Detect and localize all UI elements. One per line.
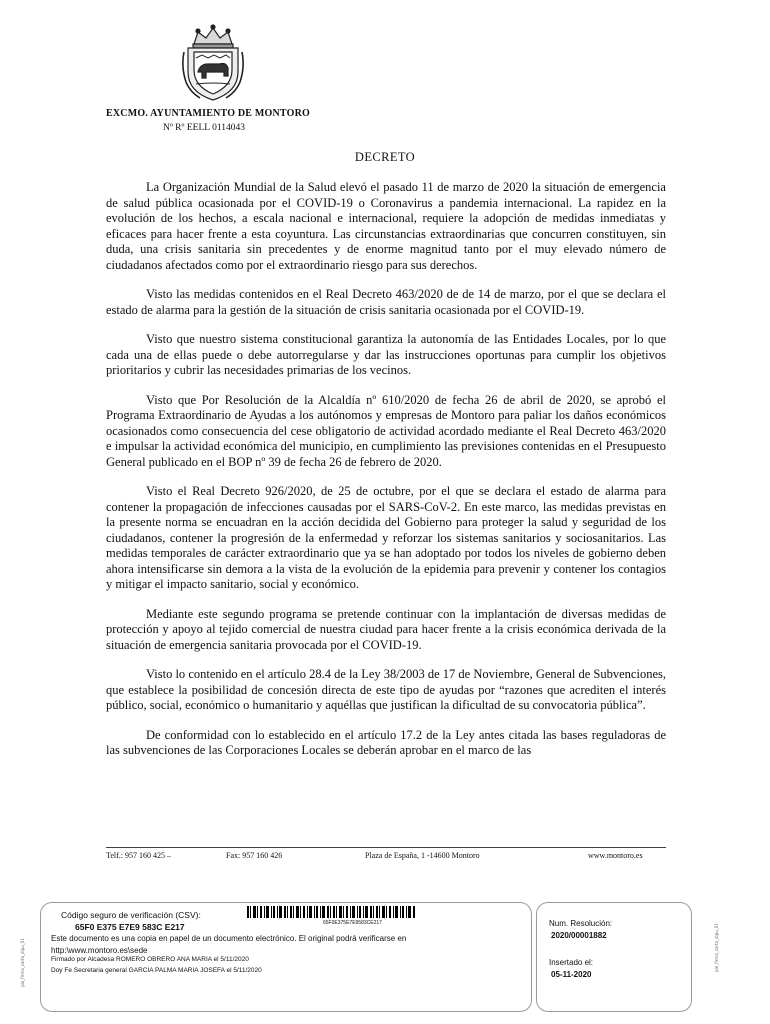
footer-website[interactable]: www.montoro.es xyxy=(588,851,643,860)
footer-address: Plaza de España, 1 -14600 Montoro xyxy=(365,851,480,860)
verification-box xyxy=(40,902,532,1012)
resolution-number-label: Num. Resolución: xyxy=(549,919,613,928)
resolution-number: 2020/00001882 xyxy=(551,931,607,940)
paragraph: Visto que nuestro sistema constitucional garantiza la autonomía de las Entidades Locales, por lo que cada una de ellas puede o debe autorregularse y dar las instrucciones oportunas para cumplir los objetivos prioritarios y cubrir las necesidades primarias de los vecinos. xyxy=(106,332,666,377)
paragraph: Visto lo contenido en el artículo 28.4 de la Ley 38/2003 de 17 de Noviembre, General de Subvenciones, que establece la posibilidad de concesión directa de este tipo de ayudas por “razones que acrediten el interés público, social, económico o humanitario y aquéllas que justifican la dificultad de su convocatoria pública”. xyxy=(106,667,666,712)
paragraph: La Organización Mundial de la Salud elevó el pasado 11 de marzo de 2020 la situación de emergencia de salud pública ocasionada por el COVID-19 o Coronavirus a pandemia internacional. La rapidez en la evolución de los hechos, a escala nacional e internacional, requiere la adopción de medidas inmediatas y eficaces para hacer frente a esta coyuntura. Las circunstancias extraordinarias que concurren constituyen, sin duda, una crisis sanitaria sin precedentes y de enorme magnitud tanto por el muy elevado número de ciudadanos afectados como por el extraordinario riesgo para sus derechos. xyxy=(106,180,666,272)
municipal-crest-logo xyxy=(180,22,246,102)
barcode-icon xyxy=(247,906,415,918)
paragraph: Visto las medidas contenidos en el Real Decreto 463/2020 de de 14 de marzo, por el que se declara el estado de alarma para la gestión de la situación de crisis sanitaria ocasionada por el COVID-19. xyxy=(106,287,666,317)
attested-by: Doy Fe Secretaria general GARCIA PALMA MARIA JOSEFA el 5/11/2020 xyxy=(51,967,262,974)
insertion-date: 05-11-2020 xyxy=(551,970,592,979)
signed-by: Firmado por Alcadesa ROMERO OBRERO ANA MARIA el 5/11/2020 xyxy=(51,956,249,963)
csv-code: 65F0 E375 E7E9 583C E217 xyxy=(75,922,185,932)
footer-phone: Telf.: 957 160 425 – xyxy=(106,851,171,860)
csv-label: Código seguro de verificación (CSV): xyxy=(61,910,201,920)
side-reference-right: pie_firma_corto_dipu_01 xyxy=(713,923,719,972)
barcode-text: 65F0E375E7E9583CE217 xyxy=(323,920,382,926)
registry-number: Nº Rº EELL 0114043 xyxy=(163,123,245,133)
insertion-date-label: Insertado el: xyxy=(549,958,594,967)
footer-fax: Fax: 957 160 426 xyxy=(226,851,283,860)
document-title: DECRETO xyxy=(354,150,416,164)
footer-divider xyxy=(106,847,666,848)
verification-description: Este documento es una copia en papel de un documento electrónico. El original podrá verificarse en http:\www.montoro.es\sede xyxy=(51,934,407,955)
paragraph: De conformidad con lo establecido en el artículo 17.2 de la Ley antes citada las bases reguladoras de las subvenciones de las Corporaciones Locales se deberán aprobar en el marco de las xyxy=(106,727,666,757)
organization-name: EXCMO. AYUNTAMIENTO DE MONTORO xyxy=(106,108,310,119)
paragraph: Visto que Por Resolución de la Alcaldía nº 610/2020 de fecha 26 de abril de 2020, se aprobó el Programa Extraordinario de Ayudas a los autónomos y empresas de Montoro para paliar los daños económicos ocasionados como consecuencia del cese obligatorio de actividad acordado mediante el Real Decreto 463/2020 e impulsar la actividad económica del municipio, en cumplimiento las previsiones contenidas en el Presupuesto General publicado en el BOP nº 39 de fecha 26 de febrero de 2020. xyxy=(106,392,666,469)
paragraph: Mediante este segundo programa se pretende continuar con la implantación de diversas medidas de protección y apoyo al tejido comercial de nuestra ciudad para hacer frente a la crisis económica derivada de la situación de emergencia sanitaria provocada por el COVID-19. xyxy=(106,606,666,652)
side-reference-left: pie_firma_corto_dipu_01 xyxy=(19,938,25,987)
paragraph: Visto el Real Decreto 926/2020, de 25 de octubre, por el que se declara el estado de alarma para contener la propagación de infecciones causadas por el SARS-CoV-2. En este marco, las medidas previstas en la presente norma se encuadran en la acción decidida del Gobierno para proteger la salud y seguridad de los ciudadanos, contener la progresión de la enfermedad y reforzar los sistemas sanitarios y sociosanitarios. Las medidas temporales de carácter extraordinario que ya se han adoptado por todos los niveles de gobierno deben ahora intensificarse sin demora a la vista de la evolución de la epidemia para prevenir y contener los contagios y mitigar el impacto sanitario, social y económico. xyxy=(106,484,666,591)
decree-body xyxy=(106,180,666,773)
resolution-box xyxy=(536,902,692,1012)
